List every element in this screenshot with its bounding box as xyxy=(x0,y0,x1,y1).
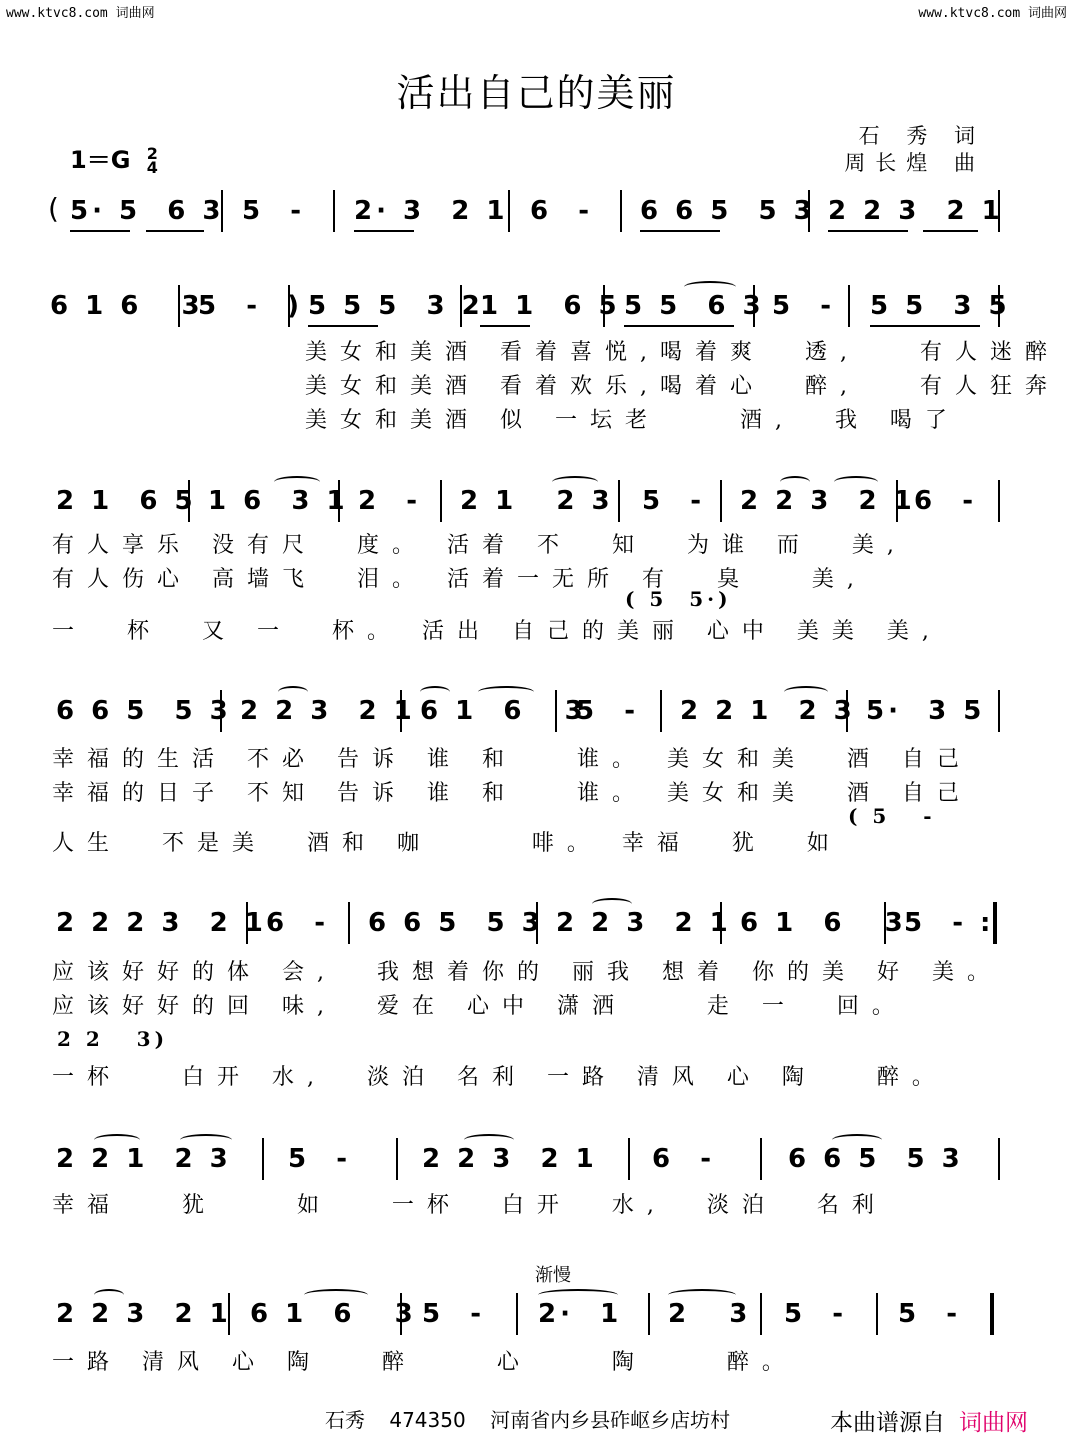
measure: 6 6 5 5 3 xyxy=(368,908,544,938)
measure: 5 - xyxy=(576,696,639,726)
measure: 5 - xyxy=(772,291,835,321)
measure: 6 1 6 3 xyxy=(420,696,587,726)
lyric-line: 美女和美酒 看着喜悦,喝着爽 透, 有人迷醉 xyxy=(305,340,1060,365)
watermark-right: www.ktvc8.com 词曲网 xyxy=(918,6,1067,21)
aside-notes: ( 5 - xyxy=(848,804,936,828)
measure: 2 2 1 2 3 xyxy=(680,696,856,726)
measure: 5 - ) xyxy=(198,291,303,321)
time-signature xyxy=(146,144,158,177)
lyric-line: 美女和美酒 看着欢乐,喝着心 醉, 有人狂奔 xyxy=(305,374,1060,399)
lyric-line: 一杯 白开 水, 淡泊 名利 一路 清风 心 陶 醉。 xyxy=(52,1065,947,1090)
aside-notes: 2 2 3) xyxy=(57,1027,169,1051)
tempo-mark: 渐慢 xyxy=(535,1265,571,1286)
measure: 2 1 2 3 xyxy=(460,486,614,516)
measure: 5 - xyxy=(288,1144,351,1174)
measure: 1 1 6 5 xyxy=(480,291,621,321)
measure: 2 2 1 2 3 xyxy=(56,1144,232,1174)
lyric-line: 应该好好的体 会, 我想着你的 丽我 想着 你的美 好 美。 xyxy=(52,960,1002,985)
measure: 2 2 3 2 1 xyxy=(740,486,916,516)
lyric-line: 幸福 犹 如 一杯 白开 水, 淡泊 名利 xyxy=(52,1193,887,1218)
measure: 2 2 3 2 1 xyxy=(240,696,416,726)
lyricist-credit: 石 秀 词 xyxy=(858,124,985,148)
measure: 2 2 3 2 1 xyxy=(556,908,732,938)
measure: 5 - xyxy=(784,1299,847,1329)
measure: 6 1 6 3 xyxy=(250,1299,417,1329)
key-label: 1＝G xyxy=(70,146,131,174)
measure: 6 1 6 3 xyxy=(50,291,204,321)
score-row-7 xyxy=(48,1293,1003,1353)
measure: 6 - xyxy=(914,486,977,516)
measure: 6 6 5 5 3 xyxy=(788,1144,964,1174)
watermark-left: www.ktvc8.com 词曲网 xyxy=(6,6,155,21)
source-site-link[interactable]: 词曲网 xyxy=(959,1410,1028,1436)
score-row-5 xyxy=(48,902,1003,962)
measure: 5 - xyxy=(422,1299,485,1329)
lyric-line: 美女和美酒 似 一坛老 酒, 我 喝了 xyxy=(305,408,960,433)
lyric-line: 有人伤心 高墙飞 泪。 活着一无所 有 臭 美, xyxy=(52,567,867,592)
key-signature xyxy=(70,140,158,175)
lyric-line: 一 杯 又 一 杯。 活出 自己的美丽 心中 美美 美, xyxy=(52,619,942,644)
measure: 6 - xyxy=(652,1144,715,1174)
meter-bottom: 4 xyxy=(146,158,158,177)
source-credit xyxy=(830,1404,1028,1437)
measure: 6 - xyxy=(266,908,329,938)
measure: 6 6 5 5 3 xyxy=(56,696,232,726)
measure: 6 6 5 5 3 xyxy=(640,196,816,226)
song-title: 活出自己的美丽 xyxy=(396,71,677,115)
measure: 5 5 6 3 xyxy=(624,291,765,321)
footer-zip: 474350 xyxy=(389,1408,466,1432)
measure: 1 6 3 1 xyxy=(208,486,349,516)
measure: 2 2 2 3 2 1 xyxy=(56,908,267,938)
measure: 2 2 3 2 1 xyxy=(422,1144,598,1174)
measure: 5 - : xyxy=(904,908,995,938)
measure: 5· 3 5 xyxy=(866,696,986,726)
footer-contact xyxy=(325,1404,748,1433)
meter-top: 2 xyxy=(146,144,158,163)
measure: 5 5 5 3 2 xyxy=(308,291,484,321)
source-label: 本曲谱源自 xyxy=(830,1410,945,1436)
lyric-line: 人生 不是美 酒和 咖 啡。 幸福 犹 如 xyxy=(52,831,842,856)
measure: 2 1 6 5 xyxy=(56,486,197,516)
measure: 5· 5 6 3 xyxy=(70,196,225,226)
measure: 6 - xyxy=(530,196,593,226)
measure: 2 2 3 2 1 xyxy=(828,196,1004,226)
measure: 2 3 xyxy=(668,1299,752,1329)
measure: 2· 1 xyxy=(538,1299,623,1329)
lyric-line: 应该好好的回 味, 爱在 心中 潇洒 走 一 回。 xyxy=(52,994,907,1019)
measure: 5 - xyxy=(242,196,305,226)
aside-notes: ( 5 5·) xyxy=(625,587,732,611)
lyric-line: 一路 清风 心 陶 醉 心 陶 醉。 xyxy=(52,1350,797,1375)
footer-name: 石秀 xyxy=(325,1408,365,1432)
lyric-line: 有人享乐 没有尺 度。 活着 不 知 为谁 而 美, xyxy=(52,533,907,558)
measure: 5 - xyxy=(642,486,705,516)
composer-credit: 周长煌 曲 xyxy=(844,151,985,175)
measure: 5 - xyxy=(898,1299,961,1329)
score-row-4 xyxy=(48,690,1003,750)
measure: 5 5 3 5 xyxy=(870,291,1011,321)
open-paren: ( xyxy=(48,192,59,225)
measure: 2 - xyxy=(358,486,421,516)
footer-address: 河南省内乡县砟岖乡店坊村 xyxy=(490,1408,731,1432)
measure: 2 2 3 2 1 xyxy=(56,1299,232,1329)
measure: 6 1 6 3 xyxy=(740,908,907,938)
measure: 2· 3 2 1 xyxy=(354,196,509,226)
lyric-line: 幸福的日子 不知 告诉 谁 和 谁。 美女和美 酒 自己 xyxy=(52,781,972,806)
lyric-line: 幸福的生活 不必 告诉 谁 和 谁。 美女和美 酒 自己 xyxy=(52,747,972,772)
score-row-1 xyxy=(48,190,1003,250)
